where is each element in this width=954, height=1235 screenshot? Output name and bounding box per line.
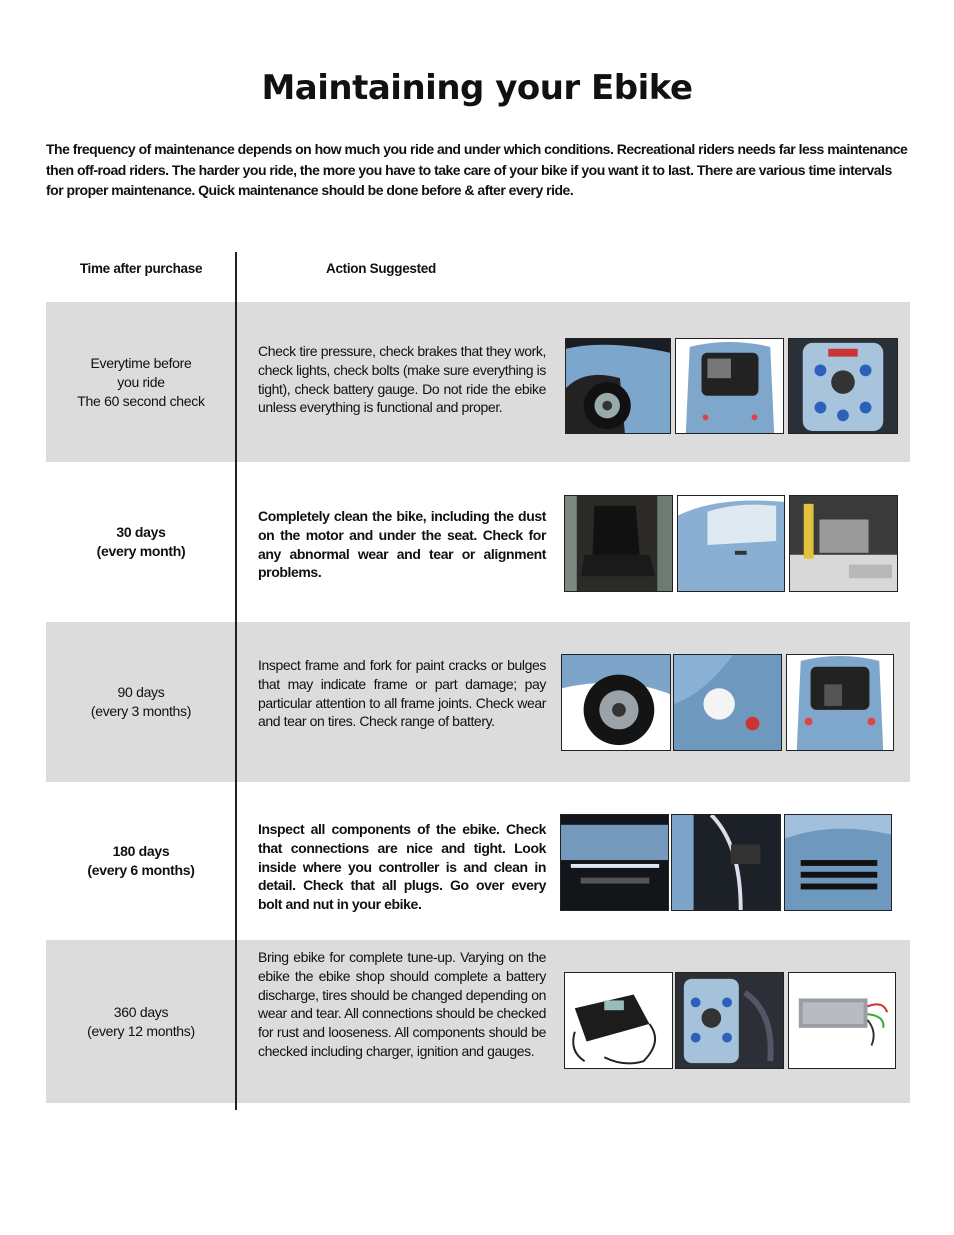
maintenance-row bbox=[46, 940, 910, 1103]
action-cell: Completely clean the bike, including the dust on the motor and under the seat. Check for any abnormal wear and tear or alignment problems. bbox=[258, 508, 546, 581]
controller-photo bbox=[788, 972, 896, 1069]
maintenance-row bbox=[46, 782, 910, 940]
header-time-after-purchase: Time after purchase bbox=[79, 261, 203, 276]
maintenance-row bbox=[46, 302, 910, 462]
maintenance-row bbox=[46, 462, 910, 622]
action-cell: Bring ebike for complete tune-up. Varying on the ebike the ebike shop should complete a battery discharge, tires should be changed depending on wear and tear. All connections should be checked for rust and looseness. All components should be checked including charger, ignition and gauges. bbox=[258, 949, 546, 1059]
action-cell: Inspect frame and fork for paint cracks or bulges that may indicate frame or part damage; pay particular attention to all frame joints. Check wear and tear on tires. Check range of battery. bbox=[258, 657, 546, 730]
charger-photo bbox=[564, 972, 673, 1069]
column-divider bbox=[235, 252, 237, 1110]
page-title: Maintaining your Ebike bbox=[261, 68, 693, 108]
action-cell: Check tire pressure, check brakes that they work, check lights, check bolts (make sure everything is tight), check battery gauge. Do not ride the ebike unless everything is functional and proper. bbox=[258, 343, 546, 416]
dashboard-photo bbox=[675, 972, 784, 1069]
headlight-photo bbox=[673, 654, 782, 751]
vent-panel-photo bbox=[784, 814, 892, 911]
rear-view-photo bbox=[786, 654, 894, 751]
seat-photo bbox=[564, 495, 673, 592]
door-frame-photo bbox=[671, 814, 781, 911]
wheel-closeup-photo bbox=[565, 338, 671, 434]
door-photo bbox=[677, 495, 785, 592]
time-cell: Everytime before you ride The 60 second check bbox=[77, 354, 205, 409]
time-cell: 90 days (every 3 months) bbox=[90, 684, 192, 719]
tire-photo bbox=[561, 654, 671, 751]
rear-window-photo bbox=[675, 338, 784, 434]
time-cell: 360 days (every 12 months) bbox=[87, 1003, 195, 1039]
underbody-photo bbox=[560, 814, 669, 911]
suspension-photo bbox=[789, 495, 898, 592]
action-cell: Inspect all components of the ebike. Check that connections are nice and tight. Look inside where you controller is and clean in detail. Check that all plugs. Go over every bolt and nut in your ebike. bbox=[258, 821, 546, 913]
control-panel-photo bbox=[788, 338, 898, 434]
intro-paragraph: The frequency of maintenance depends on how much you ride and under which conditions. Recreational riders needs far less maintenance then off-road riders. The harder you ride, the more you have to take care of your bike if you want it to last. There are various time intervals for proper maintenance. Quick maintenance should be done before & after every ride. bbox=[46, 141, 908, 198]
time-cell: 30 days (every month) bbox=[96, 524, 186, 559]
header-action-suggested: Action Suggested bbox=[326, 261, 436, 276]
maintenance-row bbox=[46, 622, 910, 782]
time-cell: 180 days (every 6 months) bbox=[87, 843, 195, 878]
